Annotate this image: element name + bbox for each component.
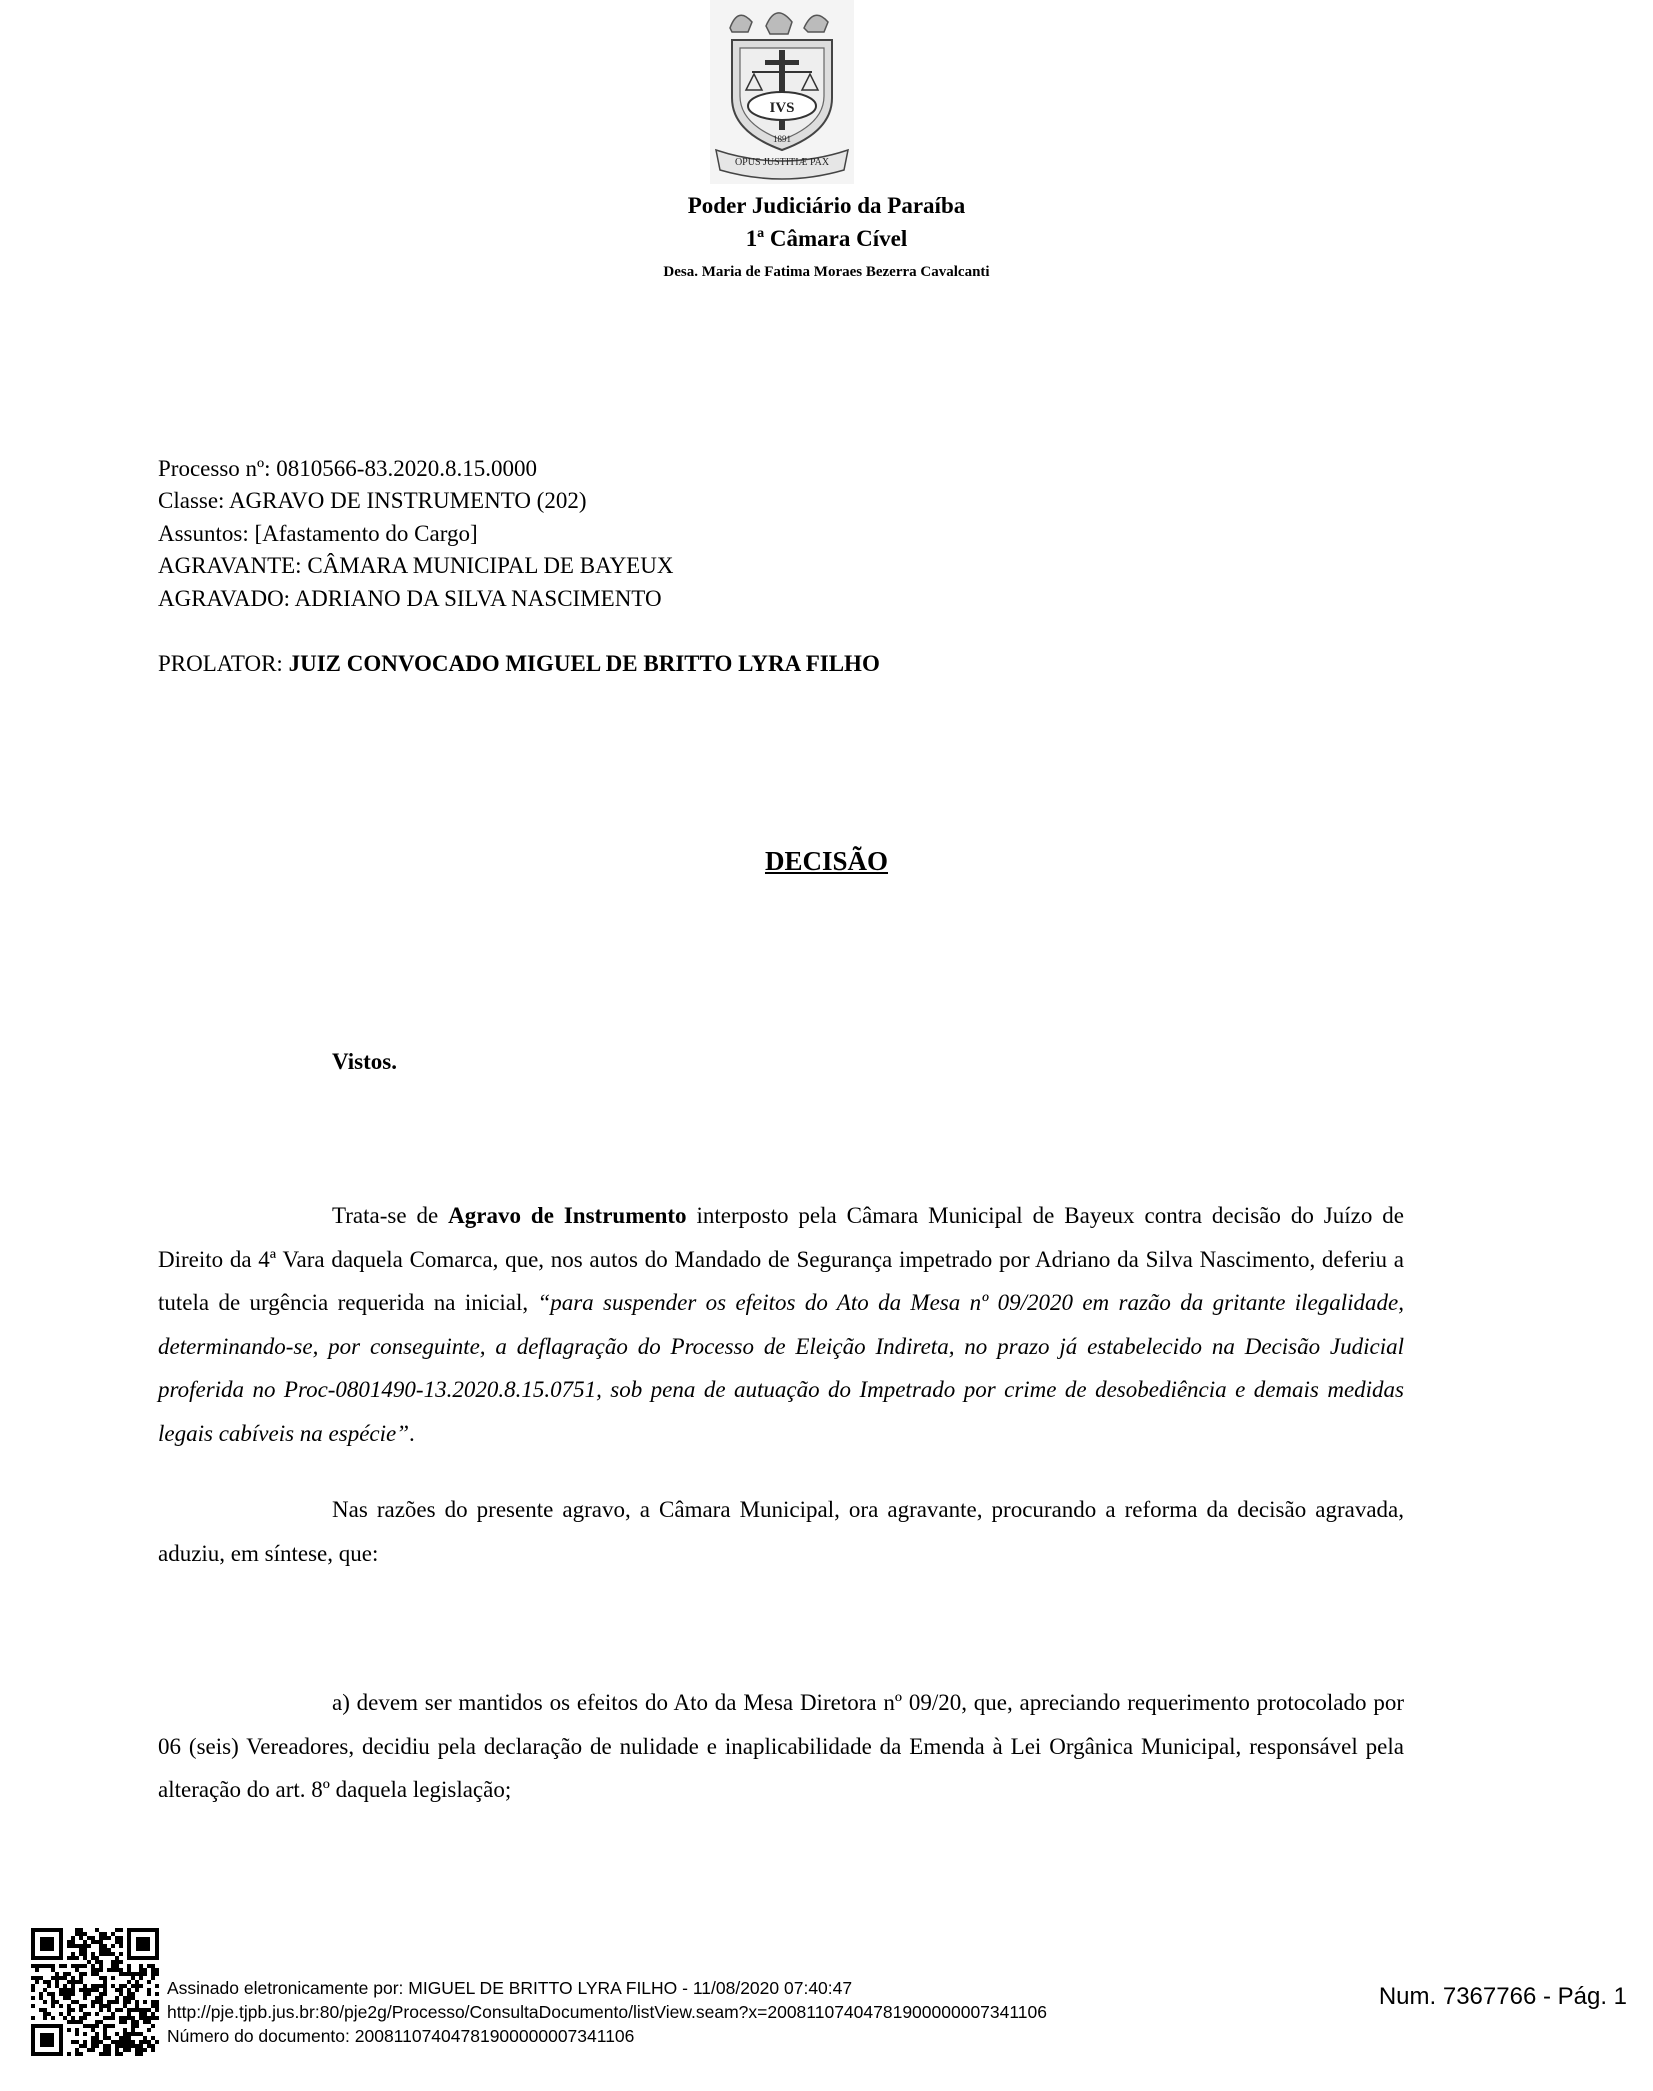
assuntos-label: Assuntos: — [158, 521, 249, 546]
appellant-line — [158, 551, 673, 581]
seal-monogram: IVS — [769, 100, 795, 116]
prolator-label: PROLATOR: — [158, 651, 283, 676]
agravado-value: ADRIANO DA SILVA NASCIMENTO — [294, 586, 662, 611]
seal-year: 1891 — [773, 134, 791, 144]
court-name: Poder Judiciário da Paraíba — [687, 193, 966, 218]
agravado-label: AGRAVADO: — [158, 586, 291, 611]
classe-value: AGRAVO DE INSTRUMENTO (202) — [228, 488, 587, 513]
paragraph-1 — [158, 1194, 1404, 1455]
vistos-heading: Vistos. — [332, 1049, 397, 1074]
p1-quote: “para suspender os efeitos do Ato da Mesa nº 09/2020 em razão da gritante ilegalidade, determinando-se, por conseguinte, a deflagração do Processo de Eleição Indireta, no prazo já estabelecido na Decisão Judicial proferida no Proc-0801490-13.2020.8.15.0751, sob pena de autuação do Impetrado por crime de desobediência e demais medidas legais cabíveis na espécie” — [158, 1290, 1404, 1446]
prolator-line — [158, 649, 880, 679]
appellee-line — [158, 584, 662, 614]
p1-intro: Trata-se de — [332, 1203, 449, 1228]
paragraph-3: a) devem ser mantidos os efeitos do Ato da Mesa Diretora nº 09/20, que, apreciando requerimento protocolado por 06 (seis) Vereadores, decidiu pela declaração de nulidade e inaplicabilidade da Emenda à Lei Orgânica Municipal, responsável pela alteração do art. 8º daquela legislação; — [158, 1690, 1404, 1802]
processo-label: Processo nº: — [158, 456, 271, 481]
assuntos-value: [Afastamento do Cargo] — [254, 521, 478, 546]
classe-label: Classe: — [158, 488, 225, 513]
case-subjects-line — [158, 519, 478, 549]
p1-bold: Agravo de Instrumento — [448, 1203, 687, 1228]
case-class-line — [158, 486, 587, 516]
paragraph-2: Nas razões do presente agravo, a Câmara Municipal, ora agravante, procurando a reforma da decisão agravada, aduziu, em síntese, que: — [158, 1497, 1404, 1566]
court-seal-icon — [710, 0, 854, 184]
agravante-value: CÂMARA MUNICIPAL DE BAYEUX — [307, 553, 674, 578]
p1-text: interposto pela Câmara Municipal de Bayeux contra decisão do Juízo de Direito da 4ª Vara daquela Comarca, que, nos autos do Mandado de Segurança impetrado por Adriano da Silva Nascimento, deferiu a tutela de urgência requerida na inicial, — [158, 1203, 1404, 1315]
signature-line: Assinado eletronicamente por: MIGUEL DE BRITTO LYRA FILHO - 11/08/2020 07:40:47 — [167, 1978, 853, 1998]
seal-motto: OPUS JUSTITIÆ PAX — [734, 157, 830, 168]
document-number: Número do documento: 20081107404781900000007341106 — [167, 2026, 635, 2046]
qr-code-icon — [31, 1928, 159, 2056]
document-title: DECISÃO — [764, 846, 889, 876]
processo-value: 0810566-83.2020.8.15.0000 — [276, 456, 537, 481]
chamber-name: 1ª Câmara Cível — [745, 226, 908, 251]
page-reference: Num. 7367766 - Pág. 1 — [1378, 1983, 1627, 2010]
p1-end: . — [409, 1420, 415, 1446]
case-number-line — [158, 454, 537, 484]
agravante-label: AGRAVANTE: — [158, 553, 302, 578]
document-url[interactable]: http://pje.tjpb.jus.br:80/pje2g/Processo/ConsultaDocumento/listView.seam?x=20081107404781900000007341106 — [167, 2002, 1048, 2022]
prolator-value: JUIZ CONVOCADO MIGUEL DE BRITTO LYRA FILHO — [288, 651, 880, 676]
judge-office: Desa. Maria de Fatima Moraes Bezerra Cavalcanti — [663, 264, 990, 280]
